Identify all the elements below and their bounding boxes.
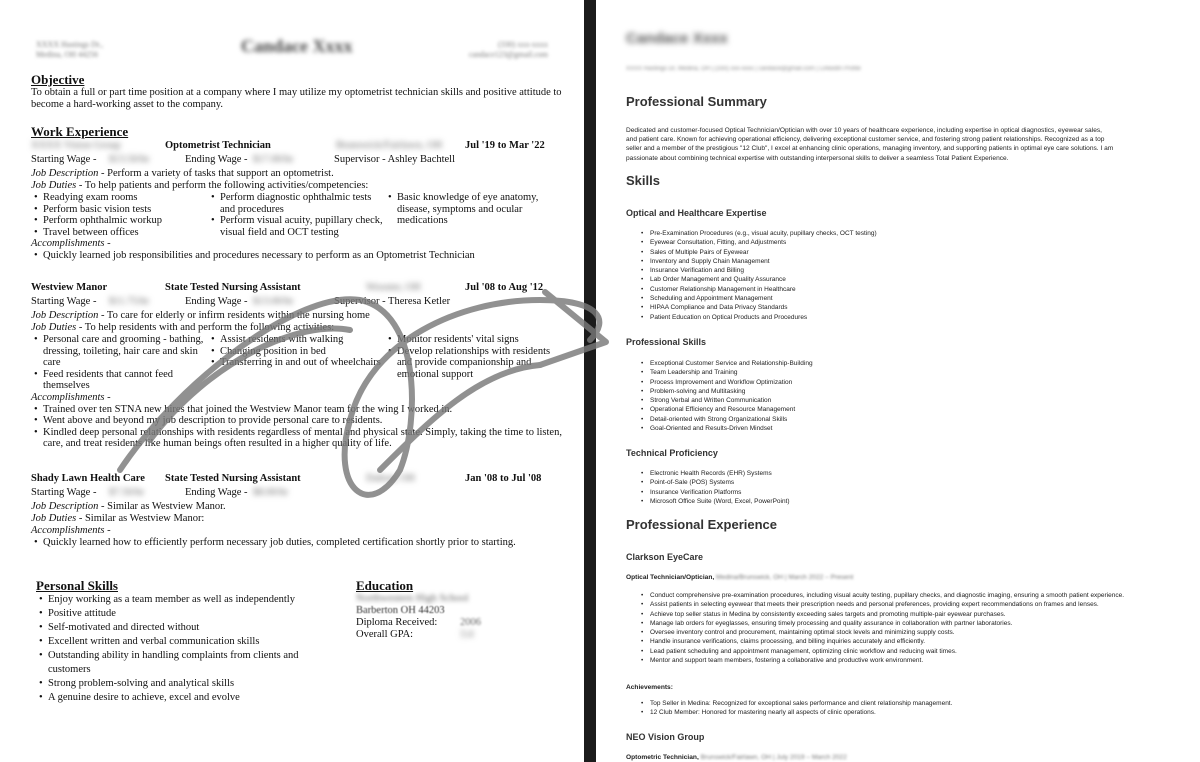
summary-line: Dedicated and customer-focused Optical Technician/Optician with over 10 years of healthcare experience, including expertise in optical diagnostics, eyewear sales,: [626, 127, 1102, 134]
duties-col-2: [211, 192, 388, 238]
subsection-title: Professional Skills: [626, 337, 707, 347]
old-resume-header: [36, 36, 548, 66]
list-item: • Perform ophthalmic workup: [34, 215, 211, 227]
start-wage-label: Starting Wage -: [31, 296, 97, 307]
summary-line: passionate about combining technical expertise with outstanding interpersonal skills to deliver a seamless Total Patient Experience.: [626, 154, 1009, 162]
duties-col-2: [211, 334, 388, 392]
section-title: Personal Skills: [36, 578, 118, 593]
candidate-name: Candace Xxxx: [241, 36, 353, 56]
desc-label: Job Description: [31, 310, 99, 321]
list-item: • Insurance Verification and Billing: [641, 266, 1171, 275]
accomplishments-list: [31, 537, 572, 549]
job-role: State Tested Nursing Assistant: [165, 473, 301, 484]
list-item: • Scheduling and Appointment Management: [641, 294, 1171, 303]
employer: Clarkson EyeCare: [626, 552, 704, 562]
list-item: • Assist residents with walking: [211, 334, 388, 346]
address: XXXX Hastings Dr., Medina, OH 44256: [36, 40, 104, 59]
job-dates: Jul '19 to Mar '22: [465, 140, 545, 151]
list-item: • Changing position in bed: [211, 346, 388, 358]
gpa-label: Overall GPA:: [356, 629, 414, 640]
job-westview: [31, 282, 572, 450]
end-wage-label: Ending Wage -: [185, 154, 248, 165]
desc-label: Job Description: [31, 501, 99, 512]
list-item: • Quickly learned job responsibilities and procedures necessary to perform as an Optometrist Technician: [34, 250, 572, 262]
job-role: Optical Technician/Optician,: [626, 574, 715, 581]
list-item: • Eyewear Consultation, Fitting, and Adjustments: [641, 238, 1171, 247]
start-wage-value: $13.50/hr: [109, 154, 150, 165]
duties-text: - Similar as Westview Manor:: [76, 513, 205, 524]
list-item: • Trained over ten STNA new hires that joined the Westview Manor team for the wing I worked in.: [34, 404, 572, 416]
job1-duties-list: [641, 591, 1171, 665]
duties-label: Job Duties: [31, 322, 77, 333]
start-wage-value: $11.75/hr: [109, 296, 150, 307]
desc-text: - Similar as Westview Manor.: [98, 501, 226, 512]
list-item: • Went above and beyond my job description to provide personal care to residents.: [34, 415, 572, 427]
duties-label: Job Duties: [31, 180, 77, 191]
start-wage-value: $7.50/hr: [109, 487, 145, 498]
list-item: • HIPAA Compliance and Data Privacy Standards: [641, 303, 1171, 312]
section-title: Professional Summary: [626, 94, 767, 109]
section-title: Education: [356, 578, 414, 593]
employer: Shady Lawn Health Care: [31, 473, 145, 484]
duties-col-3: [388, 192, 565, 238]
list-item: • Manage lab orders for eyeglasses, ensuring timely processing and quality assurance in collaboration with partner laboratories.: [641, 619, 1171, 628]
job-role-line: [626, 753, 1171, 762]
job-role: State Tested Nursing Assistant: [165, 282, 301, 293]
school-city: Barberton OH 44203: [356, 605, 445, 616]
list-item: • A genuine desire to achieve, excel and evolve: [39, 691, 336, 705]
list-item: • Sales of Multiple Pairs of Eyewear: [641, 248, 1171, 257]
list-item: • Goal-Oriented and Results-Driven Mindset: [641, 424, 1171, 433]
list-item: • Perform diagnostic ophthalmic tests and procedures: [211, 192, 388, 215]
list-item: • Detail-oriented with Strong Organizational Skills: [641, 415, 1171, 424]
list-item: • Positive attitude: [39, 607, 336, 621]
list-item: • Quickly learned how to efficiently perform necessary job duties, completed certification shortly prior to starting.: [34, 537, 572, 549]
job-dates: Jan '08 to Jul '08: [465, 473, 542, 484]
start-wage-label: Starting Wage -: [31, 487, 97, 498]
desc-label: Job Description: [31, 168, 99, 179]
job-meta: Medina/Brunswick, OH | March 2022 – Present: [716, 574, 854, 581]
list-item: • Transferring in and out of wheelchairs: [211, 357, 388, 369]
duties-col-1: [34, 192, 211, 238]
job-location: Wooster, OH: [366, 282, 421, 293]
subsection-title: Optical and Healthcare Expertise: [626, 208, 767, 218]
accomplishments-list: [31, 404, 572, 450]
list-item: • Oversee inventory control and procurement, maintaining optimal stock levels and minimizing supply costs.: [641, 628, 1171, 637]
list-item: • Assist patients in selecting eyewear that meets their prescription needs and personal preferences, providing expert recommendations on frames and lenses.: [641, 600, 1171, 609]
job-role: Optometrist Technician: [165, 140, 271, 151]
duties-col-1: [34, 334, 211, 392]
job-role-line: [626, 573, 1171, 582]
list-item: • Personal care and grooming - bathing, dressing, toileting, hair care and skin care: [34, 334, 211, 369]
list-item: • Achieve top seller status in Medina by consistently exceeding sales targets and promoting multiple-pair eyewear purchases.: [641, 610, 1171, 619]
job-role: Optometric Technician,: [626, 754, 699, 761]
duties-text: - To help patients and perform the following activities/competencies:: [76, 180, 369, 191]
end-wage-value: $8.00/hr: [253, 487, 289, 498]
list-item: • Operational Efficiency and Resource Management: [641, 405, 1171, 414]
list-item: • Handle insurance verifications, claims processing, and billing inquiries accurately and efficiently.: [641, 637, 1171, 646]
section-title: Skills: [626, 173, 660, 188]
list-item: • Lead patient scheduling and appointment management, optimizing clinic workflow and reducing wait times.: [641, 647, 1171, 656]
list-item: • Lab Order Management and Quality Assurance: [641, 275, 1171, 284]
personal-skills-list: [36, 593, 336, 705]
list-item: • Exceptional Customer Service and Relationship-Building: [641, 359, 1171, 368]
summary-line: seller and a member of the prestigious "12 Club", I excel at enhancing clinic operations, managing inventory, and supporting patients in optimal eye care solutions. I am: [626, 145, 1114, 153]
section-title: Professional Experience: [626, 517, 778, 532]
list-item: • Develop relationships with residents and provide companionship and emotional support: [388, 346, 565, 381]
job-shady-lawn: [31, 473, 572, 549]
list-item: • Feed residents that cannot feed themselves: [34, 369, 211, 392]
section-title: Work Experience: [31, 124, 129, 139]
optical-skills-list: [641, 229, 1171, 322]
list-item: • Perform visual acuity, pupillary check, visual field and OCT testing: [211, 215, 388, 238]
supervisor: Supervisor - Ashley Bachtell: [334, 154, 456, 165]
list-item: • Insurance Verification Platforms: [641, 488, 1171, 497]
list-item: • Conduct comprehensive pre-examination procedures, including visual acuity testing, pupillary checks, and diagnostic imaging, ensuring a smooth patient experience.: [641, 591, 1171, 600]
list-item: • Travel between offices: [34, 227, 211, 239]
contact-info: (330) xxx-xxxx candace123@gmail.com: [468, 40, 548, 59]
list-item: • Readying exam rooms: [34, 192, 211, 204]
duties-col-3: [388, 334, 565, 392]
start-wage-label: Starting Wage -: [31, 154, 97, 165]
job-location: Brunswick/Fairlawn, OH: [336, 140, 443, 151]
desc-text: - Perform a variety of tasks that support an optometrist.: [98, 168, 334, 179]
personal-skills-section: [36, 578, 336, 705]
supervisor: Supervisor - Theresa Ketler: [334, 296, 451, 307]
duties-text: - To help residents with and perform the following activities:: [76, 322, 335, 333]
objective-text-2: become a hard-working asset to the company.: [31, 99, 224, 110]
section-title: Objective: [31, 72, 85, 87]
end-wage-value: $17.00/hr: [253, 154, 294, 165]
contact-info: XXXX Hastings Dr, Medina, OH | (330) xxx-xxxx | candace@gmail.com | LinkedIn Profile: [626, 66, 861, 72]
list-item: • Perform basic vision tests: [34, 204, 211, 216]
accomplishments-label: Accomplishments -: [31, 391, 111, 403]
gpa-value: 3.4: [460, 629, 474, 640]
job-meta: Brunswick/Fairlawn, OH | July 2019 – March 2022: [700, 754, 847, 761]
duties-label: Job Duties: [31, 513, 77, 524]
list-item: • Process Improvement and Workflow Optimization: [641, 378, 1171, 387]
list-item: • Pre-Examination Procedures (e.g., visual acuity, pupillary checks, OCT testing): [641, 229, 1171, 238]
list-item: • Kindled deep personal relationships with residents regardless of mental and physical state. Simply, taking the time to listen, care, and treat residents like human beings often resulted in a higher quality of life.: [34, 427, 572, 450]
achievements-list: [641, 699, 1171, 718]
list-item: • Excellent written and verbal communication skills: [39, 635, 336, 649]
technical-skills-list: [641, 469, 1171, 506]
list-item: • Point-of-Sale (POS) Systems: [641, 478, 1171, 487]
list-item: • Top Seller in Medina: Recognized for exceptional sales performance and client relationship management.: [641, 699, 1171, 708]
list-item: • Team Leadership and Training: [641, 368, 1171, 377]
list-item: • Enjoy working as a team member as well as independently: [39, 593, 336, 607]
list-item: • Outstanding ability in handling complaints from clients and customers: [39, 649, 336, 677]
list-item: • Strong Verbal and Written Communication: [641, 396, 1171, 405]
objective-section: [31, 72, 572, 111]
diploma-label: Diploma Received:: [356, 617, 438, 628]
end-wage-label: Ending Wage -: [185, 487, 248, 498]
work-experience-section: [31, 124, 572, 262]
summary-line: and patient care. Known for achieving operational efficiency, delivering exceptional customer service, and fostering strong patient relationships. Recognized as a top: [626, 136, 1105, 144]
list-item: • Basic knowledge of eye anatomy, disease, symptoms and ocular medications: [388, 192, 565, 227]
summary-paragraph: [626, 126, 1171, 163]
list-item: • Self-motivated and directed without: [39, 621, 336, 635]
professional-skills-list: [641, 359, 1171, 433]
list-item: • Strong problem-solving and analytical skills: [39, 677, 336, 691]
old-resume: [0, 0, 584, 762]
end-wage-value: $13.00/hr: [253, 296, 294, 307]
list-item: • Mentor and support team members, fostering a collaborative and productive work environment.: [641, 656, 1171, 665]
candidate-name: Candace Xxxx: [626, 30, 728, 47]
education-section: [356, 578, 576, 641]
list-item: • Inventory and Supply Chain Management: [641, 257, 1171, 266]
list-item: • Electronic Health Records (EHR) Systems: [641, 469, 1171, 478]
employer: Westview Manor: [31, 282, 108, 293]
list-item: • Problem-solving and Multitasking: [641, 387, 1171, 396]
employer: NEO Vision Group: [626, 732, 705, 742]
school-name: Northwestern High School: [356, 593, 469, 604]
list-item: • Customer Relationship Management in Healthcare: [641, 285, 1171, 294]
accomplishments-label: Accomplishments -: [31, 525, 111, 536]
diploma-value: 2006: [460, 617, 481, 628]
accomplishments-list: [31, 250, 572, 262]
new-resume: [596, 0, 1200, 762]
job-dates: Jul '08 to Aug '12: [465, 282, 544, 293]
accomplishments-label: Accomplishments -: [31, 238, 111, 249]
job-location: Dalton, OH: [366, 473, 415, 484]
list-item: • Microsoft Office Suite (Word, Excel, PowerPoint): [641, 497, 1171, 506]
list-item: • Patient Education on Optical Products and Procedures: [641, 313, 1171, 322]
subsection-title: Technical Proficiency: [626, 448, 718, 458]
end-wage-label: Ending Wage -: [185, 296, 248, 307]
list-item: • 12 Club Member: Honored for mastering nearly all aspects of clinic operations.: [641, 708, 1171, 717]
objective-text-1: To obtain a full or part time position at a company where I may utilize my optometrist technician skills and positive attitude to: [31, 87, 562, 98]
page-divider: [584, 0, 596, 762]
achievements-title: Achievements:: [626, 684, 673, 691]
desc-text: - To care for elderly or infirm residents within the nursing home: [98, 310, 370, 321]
employer: XXXX Vision Group: [31, 140, 121, 151]
list-item: • Monitor residents' vital signs: [388, 334, 565, 346]
